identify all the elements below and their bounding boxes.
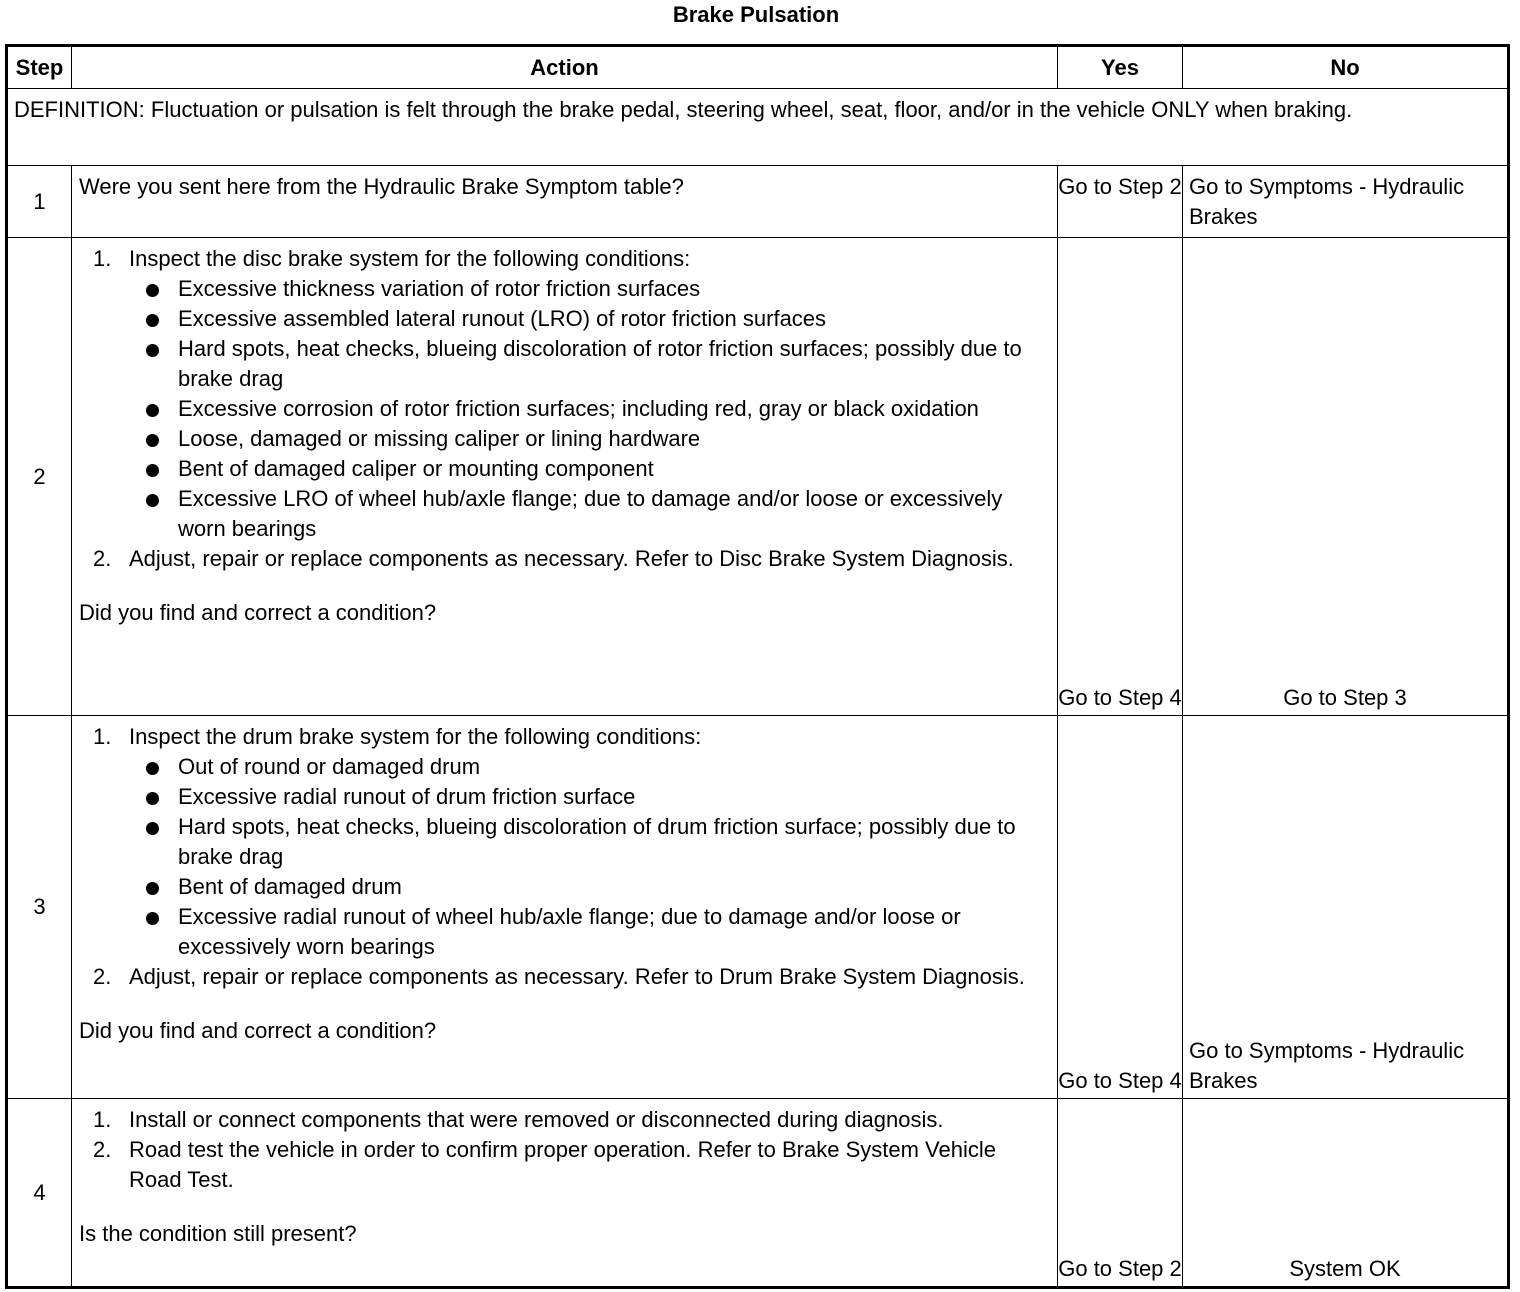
bullet-icon (146, 882, 159, 895)
bullet-item (129, 812, 1049, 872)
table-row (7, 1099, 1509, 1288)
header-action: Action (72, 46, 1058, 89)
step-number: 4 (7, 1099, 72, 1288)
question-text: Were you sent here from the Hydraulic Brake Symptom table? (79, 174, 684, 199)
bullet-item (129, 454, 1049, 484)
bullet-item (129, 782, 1049, 812)
no-text: System OK (1289, 1256, 1401, 1281)
item-text: Inspect the disc brake system for the following conditions: (129, 246, 691, 271)
bullet-icon (146, 434, 159, 447)
yes-text: Go to Step 2 (1058, 1256, 1182, 1281)
item-number: 2. (93, 964, 112, 989)
bullet-icon (146, 792, 159, 805)
no-cell (1183, 238, 1509, 716)
item-text: Adjust, repair or replace components as necessary. Refer to Disc Brake System Diagnosis. (129, 546, 1014, 571)
step-number: 3 (7, 716, 72, 1099)
bullet-text: Excessive thickness variation of rotor friction surfaces (178, 276, 701, 301)
action-cell (72, 716, 1058, 1099)
definition-row (7, 89, 1509, 166)
bullet-item (129, 902, 1049, 962)
bullet-text: Excessive assembled lateral runout (LRO) of rotor friction surfaces (178, 306, 827, 331)
instruction-list (79, 722, 1049, 992)
action-cell (72, 1099, 1058, 1288)
header-yes: Yes (1058, 46, 1183, 89)
yes-cell (1058, 716, 1183, 1099)
bullet-icon (146, 344, 159, 357)
bullet-icon (146, 494, 159, 507)
bullet-text: Loose, damaged or missing caliper or lining hardware (178, 426, 701, 451)
item-text: Inspect the drum brake system for the following conditions: (129, 724, 702, 749)
no-text: Go to Step 3 (1283, 685, 1407, 710)
bullet-icon (146, 822, 159, 835)
bullet-icon (146, 404, 159, 417)
no-text: Go to Symptoms - Hydraulic Brakes (1189, 1038, 1465, 1093)
no-cell (1183, 166, 1509, 238)
yes-cell (1058, 1099, 1183, 1288)
item-text: Install or connect components that were removed or disconnected during diagnosis. (129, 1107, 944, 1132)
no-cell (1183, 1099, 1509, 1288)
no-text: Go to Symptoms - Hydraulic Brakes (1189, 174, 1465, 229)
item-text: Adjust, repair or replace components as necessary. Refer to Drum Brake System Diagnosis. (129, 964, 1025, 989)
bullet-item (129, 872, 1049, 902)
condition-list (129, 752, 1049, 962)
yes-text: Go to Step 4 (1058, 1068, 1182, 1093)
item-text: Road test the vehicle in order to confirm proper operation. Refer to Brake System Vehicle Road Test. (129, 1137, 996, 1192)
item-number: 1. (93, 724, 112, 749)
bullet-icon (146, 762, 159, 775)
bullet-item (129, 394, 1049, 424)
no-cell (1183, 716, 1509, 1099)
bullet-text: Excessive corrosion of rotor friction surfaces; including red, gray or black oxidation (178, 396, 979, 421)
item-number: 2. (93, 1137, 112, 1162)
list-item (79, 962, 1049, 992)
question-text: Did you find and correct a condition? (79, 600, 437, 625)
yes-cell (1058, 166, 1183, 238)
item-number: 1. (93, 246, 112, 271)
instruction-list (79, 1105, 1049, 1195)
bullet-text: Hard spots, heat checks, blueing discoloration of drum friction surface; possibly due to brake drag (178, 814, 1016, 869)
bullet-icon (146, 314, 159, 327)
step-number: 1 (7, 166, 72, 238)
condition-list (129, 274, 1049, 544)
list-item (79, 1135, 1049, 1195)
question-text: Is the condition still present? (79, 1221, 357, 1246)
item-number: 2. (93, 546, 112, 571)
diagnostic-table (5, 44, 1510, 1289)
bullet-text: Bent of damaged drum (178, 874, 402, 899)
definition-text: DEFINITION: Fluctuation or pulsation is felt through the brake pedal, steering wheel, seat, floor, and/or in the vehicle ONLY when braking. (7, 89, 1509, 166)
bullet-item (129, 424, 1049, 454)
list-item (79, 544, 1049, 574)
bullet-item (129, 274, 1049, 304)
instruction-list (79, 244, 1049, 574)
bullet-icon (146, 464, 159, 477)
bullet-text: Out of round or damaged drum (178, 754, 481, 779)
bullet-icon (146, 284, 159, 297)
bullet-item (129, 334, 1049, 394)
bullet-item (129, 304, 1049, 334)
list-item (79, 244, 1049, 544)
bullet-text: Bent of damaged caliper or mounting component (178, 456, 654, 481)
bullet-item (129, 484, 1049, 544)
bullet-text: Excessive LRO of wheel hub/axle flange; due to damage and/or loose or excessively worn bearings (178, 486, 1003, 541)
yes-text: Go to Step 2 (1058, 174, 1182, 199)
step-number: 2 (7, 238, 72, 716)
header-no: No (1183, 46, 1509, 89)
action-cell (72, 166, 1058, 238)
page-title: Brake Pulsation (672, 2, 840, 27)
table-row (7, 716, 1509, 1099)
list-item (79, 722, 1049, 962)
bullet-item (129, 752, 1049, 782)
item-number: 1. (93, 1107, 112, 1132)
yes-text: Go to Step 4 (1058, 685, 1182, 710)
yes-cell (1058, 238, 1183, 716)
bullet-icon (146, 912, 159, 925)
table-row (7, 238, 1509, 716)
bullet-text: Hard spots, heat checks, blueing discoloration of rotor friction surfaces; possibly due to brake drag (178, 336, 1022, 391)
question-text: Did you find and correct a condition? (79, 1018, 437, 1043)
bullet-text: Excessive radial runout of wheel hub/axle flange; due to damage and/or loose or excessively worn bearings (178, 904, 961, 959)
header-step: Step (7, 46, 72, 89)
action-cell (72, 238, 1058, 716)
bullet-text: Excessive radial runout of drum friction surface (178, 784, 636, 809)
table-row (7, 166, 1509, 238)
header-row (7, 46, 1509, 89)
list-item (79, 1105, 1049, 1135)
